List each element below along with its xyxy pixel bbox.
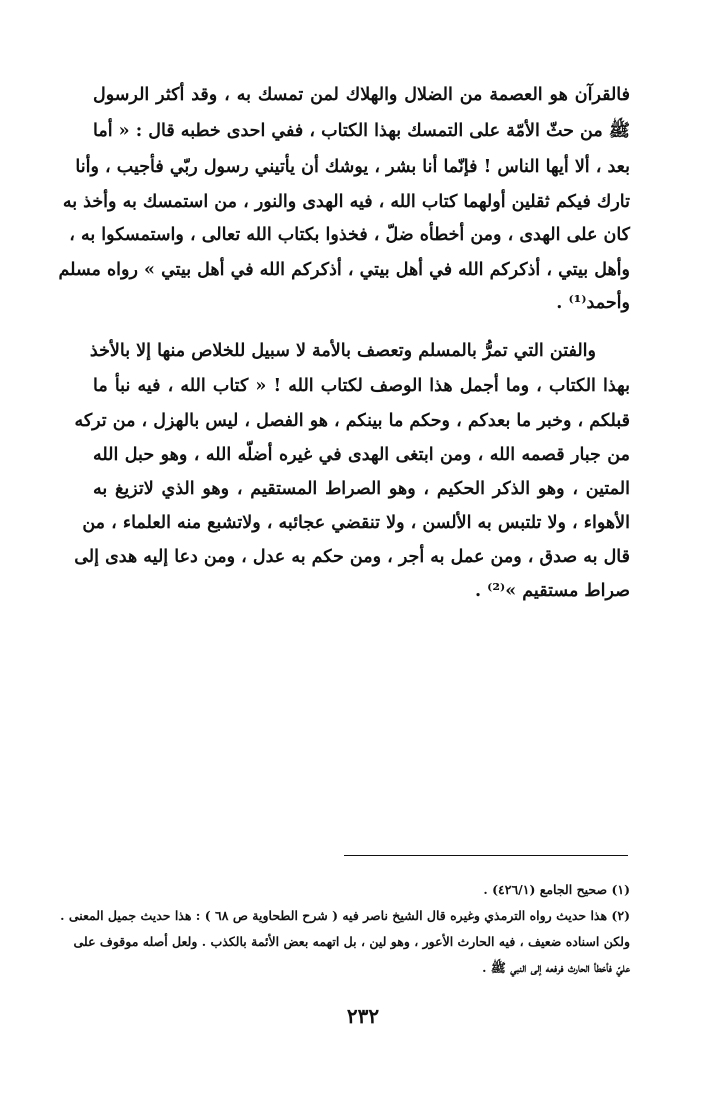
paragraph-2-line-4: من جبار قصمه الله ، ومن ابتغى الهدى في غيره أضلّه الله ، وهو حبل الله [93,445,630,465]
footnote-2-line-1: (٢) هذا حديث رواه الترمذي وغيره قال الشيخ ناصر فيه ( شرح الطحاوية ص ٦٨ ) : هذا حديث جميل المعنى . [60,908,630,923]
paragraph-1-line-2: ﷺ من حثّ الأمّة على التمسك بهذا الكتاب ، ففي احدى خطبه قال : « أما [93,121,630,141]
paragraph-2-line-6: الأهواء ، ولا تلتبس به الألسن ، ولا تنقضي عجائبه ، ولاتشبع منه العلماء ، من [82,513,630,533]
paragraph-2-line-7: قال به صدق ، ومن عمل به أجر ، ومن حكم به عدل ، ومن دعا إليه هدى إلى [74,547,630,567]
footnote-1: (١) صحيح الجامع (٤٢٦/١) . [483,882,630,897]
paragraph-2-line-8: صراط مستقيم »⁽²⁾ . [474,581,630,601]
paragraph-2-line-5: المتين ، وهو الذكر الحكيم ، وهو الصراط المستقيم ، وهو الذي لاتزيغ به [93,479,630,499]
paragraph-2-line-1: والفتن التي تمرُّ بالمسلم وتعصف بالأمة لا سبيل للخلاص منها إلا بالأخذ [89,341,596,361]
paragraph-1-line-3: بعد ، ألا أيها الناس ! فإنّما أنا بشر ، يوشك أن يأتيني رسول ربّي فأجيب ، وأنا [75,157,630,177]
paragraph-1-line-5: كان على الهدى ، ومن أخطأه ضلّ ، فخذوا بكتاب الله تعالى ، واستمسكوا به ، [69,225,630,245]
paragraph-2-line-3: قبلكم ، وخبر ما بعدكم ، وحكم ما بينكم ، هو الفصل ، ليس بالهزل ، من تركه [74,411,630,431]
page-number: ٢٣٢ [346,1004,380,1028]
paragraph-1-line-6: وأهل بيتي ، أذكركم الله في أهل بيتي ، أذكركم الله في أهل بيتي » رواه مسلم [58,260,630,280]
paragraph-2-line-2: بهذا الكتاب ، وما أجمل هذا الوصف لكتاب الله ! « كتاب الله ، فيه نبأ ما [93,376,630,396]
footnote-2-line-2: ولكن اسناده ضعيف ، فيه الحارث الأعور ، وهو لين ، بل اتهمه بعض الأئمة بالكذب . ولعل أصله موقوف على [73,934,630,949]
paragraph-1-line-7: وأحمد⁽¹⁾ . [556,293,630,313]
paragraph-1-line-1: فالقرآن هو العصمة من الضلال والهلاك لمن تمسك به ، وقد أكثر الرسول [93,85,630,105]
footnote-2-line-3: عليّ فأخطأ الحارث فرفعه إلى النبي ﷺ . [482,960,630,975]
paragraph-1-line-4: تارك فيكم ثقلين أولهما كتاب الله ، فيه الهدى والنور ، من استمسك به وأخذ به [62,192,630,212]
footnote-separator [344,855,628,856]
